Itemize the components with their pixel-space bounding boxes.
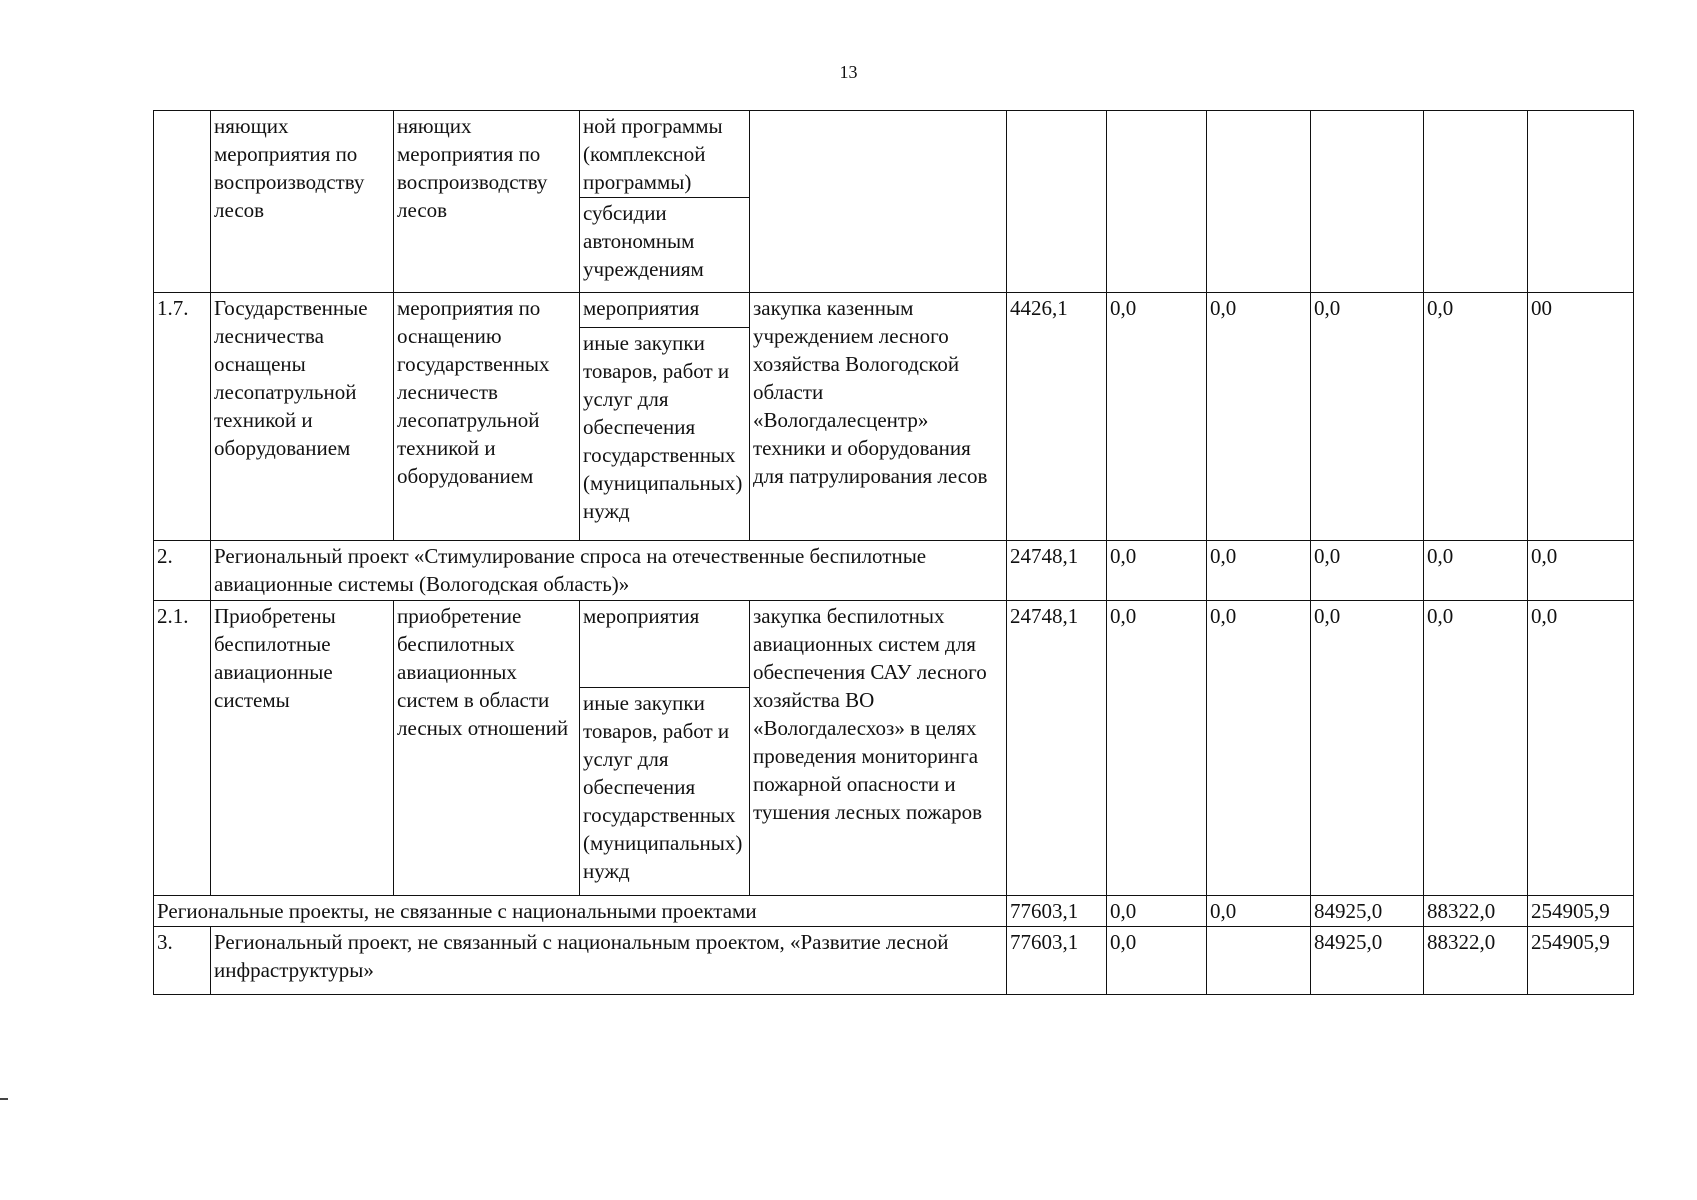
cell-value-1 [1007,111,1107,293]
cell-value-3 [1207,927,1311,995]
cell-title: Региональный проект, не связанный с национальным проектом, «Развитие лесной инфраструктуры» [211,927,1007,995]
cell-value-4: 0,0 [1311,293,1424,541]
table-row-continued [154,111,1634,293]
cell-measure: мероприятия по оснащению государственных лесничеств лесопатрульной техникой и оборудованием [394,293,580,541]
cell-value-1: 77603,1 [1007,927,1107,995]
cell-value-2: 0,0 [1107,293,1207,541]
cell-value-6: 254905,9 [1528,896,1634,927]
cell-section-title: Региональные проекты, не связанные с национальными проектами [154,896,1007,927]
table-row-section-total [154,896,1634,927]
cell-result: Приобретены беспилотные авиационные системы [211,601,394,896]
cell-value-2: 0,0 [1107,541,1207,601]
page-number: 13 [839,62,858,82]
cell-value-4: 84925,0 [1311,896,1424,927]
cell-value-6: 254905,9 [1528,927,1634,995]
cell-result: няющих мероприятия по воспроизводству лесов [211,111,394,293]
cell-description: закупка казенным учреждением лесного хозяйства Вологодской области «Вологдалесцентр» техники и оборудования для патрулирования лесов [750,293,1007,541]
table-row-3 [154,927,1634,995]
cell-value-2: 0,0 [1107,896,1207,927]
cell-num: 2.1. [154,601,211,896]
cell-description [750,111,1007,293]
cell-value-3 [1207,111,1311,293]
cell-kind [580,293,750,541]
cell-value-4: 0,0 [1311,541,1424,601]
cell-result: Государственные лесничества оснащены лесопатрульной техникой и оборудованием [211,293,394,541]
cell-value-5: 88322,0 [1424,927,1528,995]
cell-measure: няющих мероприятия по воспроизводству лесов [394,111,580,293]
cell-kind-top: мероприятия [580,293,749,328]
cell-value-2: 0,0 [1107,927,1207,995]
cell-num: 3. [154,927,211,995]
cell-value-3: 0,0 [1207,541,1311,601]
cell-num: 2. [154,541,211,601]
cell-value-3: 0,0 [1207,293,1311,541]
cell-value-1: 24748,1 [1007,541,1107,601]
cell-value-1: 4426,1 [1007,293,1107,541]
cell-value-5: 0,0 [1424,293,1528,541]
cell-value-4: 0,0 [1311,601,1424,896]
cell-value-4 [1311,111,1424,293]
cell-kind-bottom: субсидии автономным учреждениям [583,201,704,281]
cell-value-5: 0,0 [1424,601,1528,896]
cell-value-6: 0,0 [1528,601,1634,896]
table-row-2 [154,541,1634,601]
budget-table [153,110,1634,995]
cell-title: Региональный проект «Стимулирование спроса на отечественные беспилотные авиационные системы (Вологодская область)» [211,541,1007,601]
cell-kind [580,601,750,896]
table-row-1-7 [154,293,1634,541]
cell-value-6: 0,0 [1528,541,1634,601]
cell-value-1: 77603,1 [1007,896,1107,927]
cell-value-5: 0,0 [1424,541,1528,601]
cell-kind-bottom: иные закупки товаров, работ и услуг для обеспечения государственных (муниципальных) нужд [583,331,743,523]
scan-edge-mark [0,1098,8,1100]
cell-kind [580,111,750,293]
cell-value-1: 24748,1 [1007,601,1107,896]
cell-kind-bottom: иные закупки товаров, работ и услуг для обеспечения государственных (муниципальных) нужд [583,691,743,883]
cell-value-6 [1528,111,1634,293]
cell-kind-top: ной программы (комплексной программы) [580,111,749,198]
cell-description: закупка беспилотных авиационных систем для обеспечения САУ лесного хозяйства ВО «Вологдалесхоз» в целях проведения мониторинга пожарной опасности и тушения лесных пожаров [750,601,1007,896]
table-row-2-1 [154,601,1634,896]
cell-num: 1.7. [154,293,211,541]
cell-measure: приобретение беспилотных авиационных систем в области лесных отношений [394,601,580,896]
cell-value-6: 00 [1528,293,1634,541]
cell-kind-top: мероприятия [580,601,749,688]
cell-value-3: 0,0 [1207,601,1311,896]
cell-value-4: 84925,0 [1311,927,1424,995]
cell-value-2: 0,0 [1107,601,1207,896]
cell-value-5: 88322,0 [1424,896,1528,927]
cell-value-2 [1107,111,1207,293]
cell-num [154,111,211,293]
cell-value-3: 0,0 [1207,896,1311,927]
cell-value-5 [1424,111,1528,293]
